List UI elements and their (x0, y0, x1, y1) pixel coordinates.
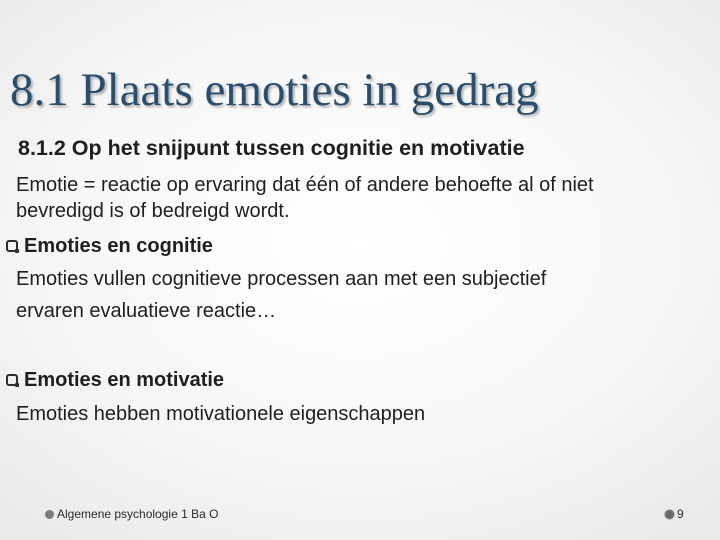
checkbox-bullet-icon (6, 240, 18, 252)
section-heading (6, 367, 224, 393)
section-text-line-2: ervaren evaluatieve reactie… (16, 300, 277, 322)
slide-title: 8.1 Plaats emoties in gedrag (10, 64, 539, 116)
page-number: 9 (677, 507, 684, 521)
section-heading-text: Emoties en motivatie (24, 369, 225, 391)
footer-course (45, 507, 218, 521)
section-text-line-1: Emoties hebben motivationele eigenschappen (16, 403, 426, 425)
checkbox-bullet-icon (6, 374, 18, 386)
footer-dot-icon (45, 510, 54, 519)
section-heading-text: Emoties en cognitie (24, 235, 213, 257)
section-text-line-1: Emoties vullen cognitieve processen aan met een subjectief (16, 268, 547, 290)
section-heading (6, 233, 213, 259)
footer-page (665, 507, 684, 521)
definition-line-2: bevredigd is of bedreigd wordt. (16, 200, 290, 222)
slide-subtitle: 8.1.2 Op het snijpunt tussen cognitie en motivatie (18, 136, 525, 160)
definition-line-1: Emotie = reactie op ervaring dat één of andere behoefte al of niet (16, 174, 594, 196)
footer-course-label: Algemene psychologie 1 Ba O (57, 507, 219, 521)
footer-dot-icon (665, 510, 674, 519)
